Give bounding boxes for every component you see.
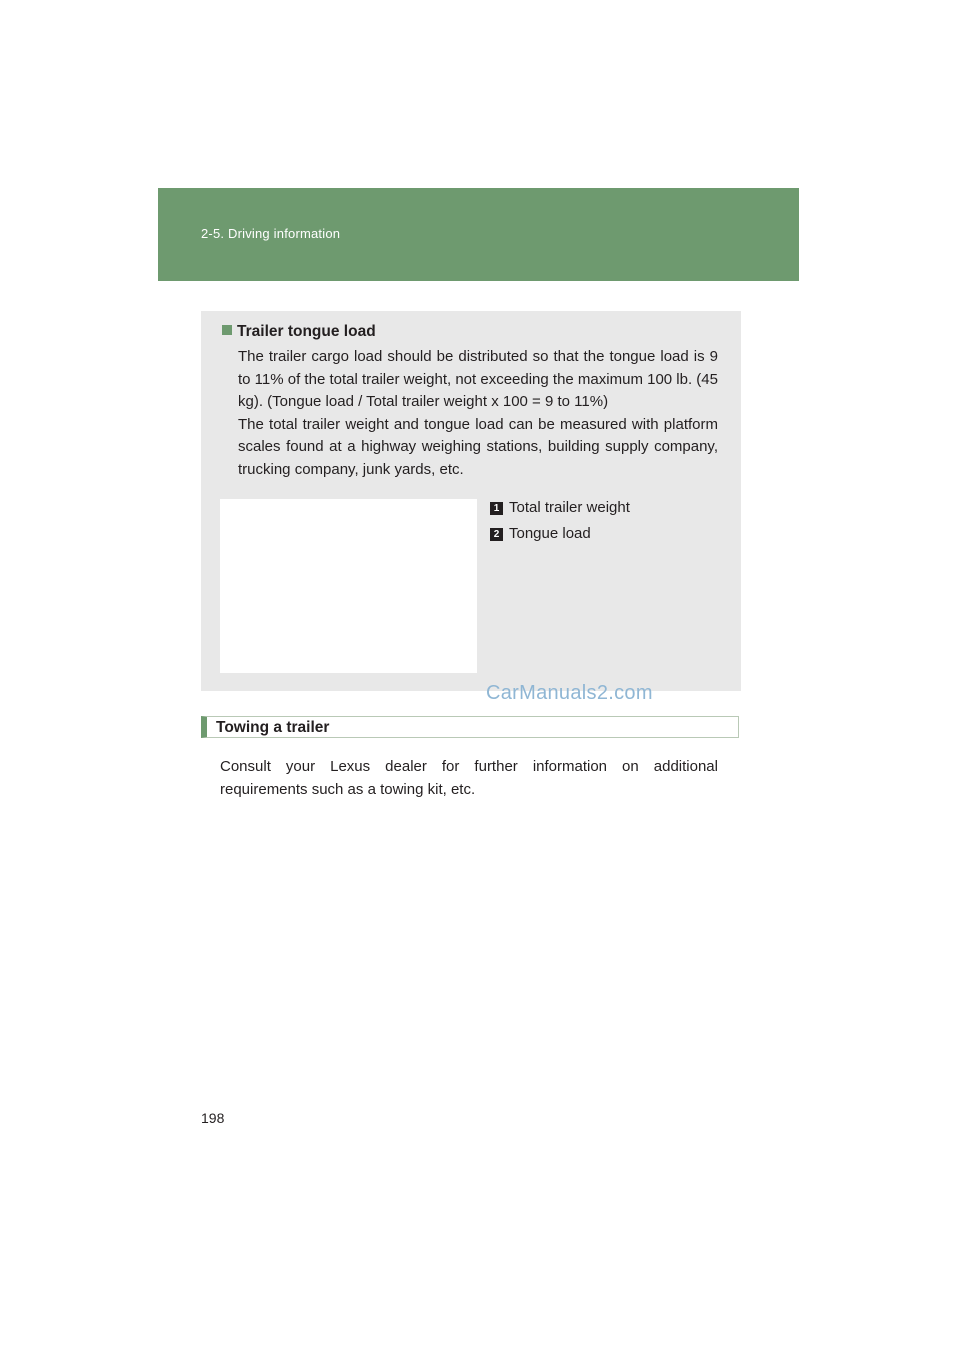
page-number: 198 xyxy=(201,1110,225,1126)
legend xyxy=(490,495,630,547)
box-heading-text: Trailer tongue load xyxy=(237,323,376,340)
number-1-icon: 1 xyxy=(490,502,503,515)
towing-body-text: Consult your Lexus dealer for further information on additional requirements such as a towing kit, etc. xyxy=(220,758,718,798)
legend-label: Tongue load xyxy=(509,525,591,542)
section-title: 2-5. Driving information xyxy=(201,226,341,241)
legend-item xyxy=(490,495,630,521)
box-text xyxy=(238,346,718,481)
square-bullet-icon xyxy=(222,325,232,335)
box-heading xyxy=(222,323,376,341)
section-heading-text: Towing a trailer xyxy=(216,719,330,736)
watermark: CarManuals2.com xyxy=(486,682,653,704)
info-box xyxy=(201,311,741,691)
header-band xyxy=(158,188,799,281)
trailer-illustration xyxy=(220,499,477,673)
legend-label: Total trailer weight xyxy=(509,499,630,516)
section-heading xyxy=(201,716,739,738)
number-2-icon: 2 xyxy=(490,528,503,541)
tongue-load-paragraph-2: The total trailer weight and tongue load can be measured with platform scales found at a highway weighing stations, building supply company, trucking company, junk yards, etc. xyxy=(238,415,718,478)
tongue-load-paragraph-1: The trailer cargo load should be distributed so that the tongue load is 9 to 11% of the total trailer weight, not exceeding the maximum 100 lb. (45 kg). (Tongue load / Total trailer weight x 100 = 9 to 11%) xyxy=(238,348,718,410)
legend-item xyxy=(490,521,630,547)
